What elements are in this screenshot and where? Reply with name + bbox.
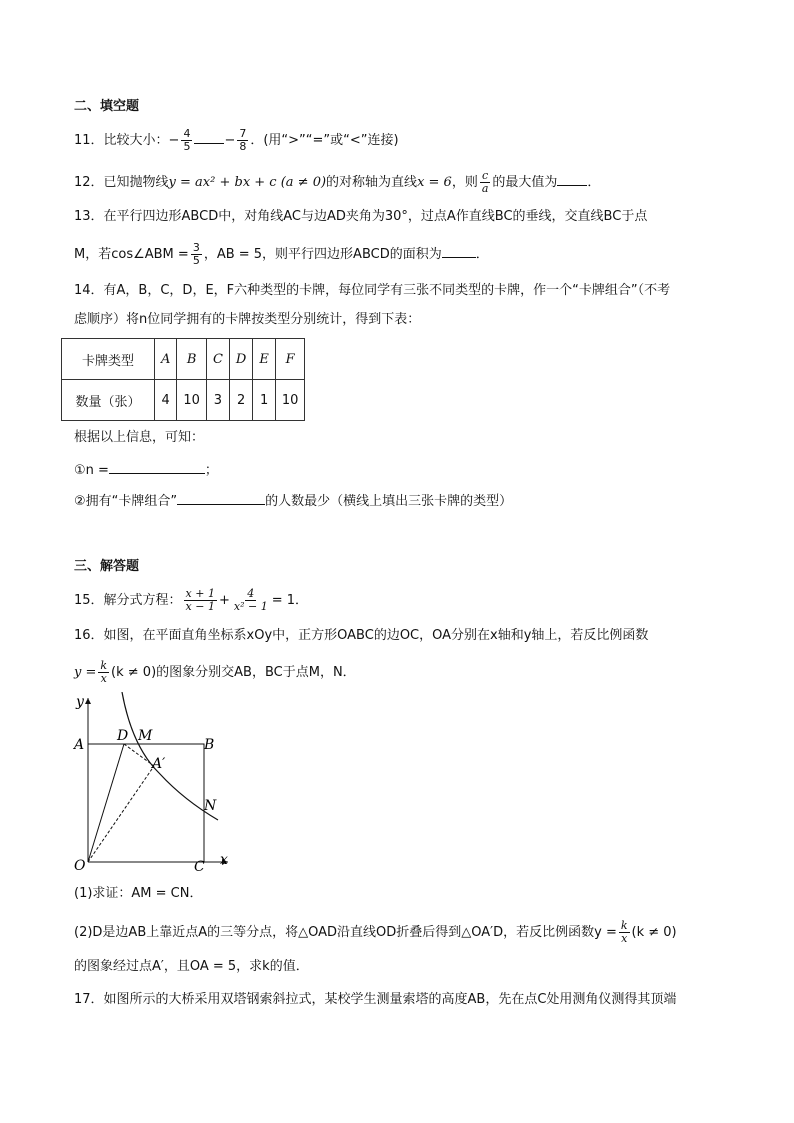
label-m: M xyxy=(138,728,153,744)
question-16-part-2-line-1 xyxy=(74,920,677,945)
q15-fraction-1: $\frac{x + 1}{x - 1}$ xyxy=(185,587,215,613)
question-16-line-2 xyxy=(74,660,356,685)
question-14-sub-2 xyxy=(74,490,512,512)
label-a-prime: A′ xyxy=(152,756,166,772)
q13-text-2: ，AB = 5，则平行四边形ABCD的面积为 xyxy=(203,247,442,262)
q14-s2-text-2: 的人数最少（横线上填出三张卡牌的类型） xyxy=(265,494,513,509)
label-a: A xyxy=(74,737,85,753)
question-15 xyxy=(74,588,308,613)
table-cell: 卡牌类型 xyxy=(62,339,155,380)
question-17-line-1: 17．如图所示的大桥采用双塔钢索斜拉式，某校学生测量索塔的高度AB，先在点C处用测角仪测得其顶端 xyxy=(74,992,677,1007)
q15-end: = 1． xyxy=(271,593,308,608)
q11-fraction-1: $\frac{4}{5}$ xyxy=(183,127,191,153)
q13-answer-blank[interactable] xyxy=(442,243,476,258)
question-13-line-1: 13．在平行四边形ABCD中，对角线AC与边AD夹角为30°，过点A作直线BC的垂线，交直线BC于点 xyxy=(74,209,648,224)
q11-answer-blank[interactable] xyxy=(194,129,224,144)
q16-p2-text: (2)D是边AB上靠近点A的三等分点，将△OAD沿直线OD折叠后得到△OA′D，若反比例函数y = xyxy=(74,925,617,940)
q12-text-4: 的最大值为 xyxy=(492,175,558,190)
q14-s1-answer-blank[interactable] xyxy=(109,459,205,474)
q11-instruction: ．(用“>”“=”或“<”连接) xyxy=(250,133,399,148)
q12-parabola-equation: y = ax² + bx + c (a ≠ 0) xyxy=(168,175,327,190)
table-cell: F xyxy=(275,339,305,380)
q16-function-lhs: y = xyxy=(74,665,97,680)
q11-minus: − xyxy=(224,133,236,148)
question-16-line-1: 16．如图，在平面直角坐标系xOy中，正方形OABC的边OC，OA分别在x轴和y轴上，若反比例函数 xyxy=(74,628,649,643)
label-b: B xyxy=(204,737,215,753)
question-12 xyxy=(74,170,600,195)
q16-p2-condition: (k ≠ 0) xyxy=(631,925,677,940)
question-16-part-2-line-2: 的图象经过点A′，且OA = 5，求k的值． xyxy=(74,959,309,974)
q11-fraction-2: $\frac{7}{8}$ xyxy=(239,127,247,153)
table-cell: A xyxy=(155,339,177,380)
question-14-line-1: 14．有A，B，C，D，E，F六种类型的卡牌，每位同学有三张不同类型的卡牌，作一个“卡牌组合”（不考 xyxy=(74,283,671,298)
q14-s2-text: ②拥有“卡牌组合” xyxy=(74,494,178,509)
q13-end: ． xyxy=(475,247,489,262)
question-13-line-2 xyxy=(74,242,489,267)
segment-od xyxy=(88,744,124,862)
square-oabc xyxy=(88,744,204,862)
q14-s2-answer-blank[interactable] xyxy=(177,490,265,505)
card-count-table xyxy=(61,338,305,421)
question-16-part-1: (1)求证：AM = CN． xyxy=(74,886,203,901)
label-n: N xyxy=(204,798,217,814)
q14-s1-end: ； xyxy=(204,463,218,478)
segment-oa-prime xyxy=(88,766,154,862)
q12-fraction: $\frac{c}{a}$ xyxy=(481,169,489,195)
label-d: D xyxy=(117,728,129,744)
q12-end: ． xyxy=(587,175,601,190)
question-14-after: 根据以上信息，可知： xyxy=(74,430,205,445)
table-cell: 2 xyxy=(229,380,252,421)
segment-da-prime xyxy=(124,744,154,766)
label-y: y xyxy=(76,694,84,710)
question-11 xyxy=(74,128,399,153)
table-row xyxy=(62,380,305,421)
question-14-line-2: 虑顺序）将n位同学拥有的卡牌按类型分别统计，得到下表： xyxy=(74,312,421,327)
table-cell: E xyxy=(253,339,276,380)
section-title-solve: 三、解答题 xyxy=(74,559,140,574)
table-cell: 10 xyxy=(275,380,305,421)
label-o: O xyxy=(74,858,86,872)
label-x: x xyxy=(220,852,228,868)
label-c: C xyxy=(194,859,205,872)
q12-text-3: ，则 xyxy=(451,175,478,190)
q15-text: 15．解分式方程： xyxy=(74,593,182,608)
q12-axis: x = 6 xyxy=(417,175,452,190)
table-cell: B xyxy=(177,339,207,380)
q16-p2-fraction: $\frac{k}{x}$ xyxy=(620,919,628,945)
q16-text: (k ≠ 0)的图象分别交AB，BC于点M，N． xyxy=(111,665,356,680)
table-cell: 4 xyxy=(155,380,177,421)
table-cell: C xyxy=(206,339,229,380)
q12-text-2: 的对称轴为直线 xyxy=(326,175,418,190)
table-cell: D xyxy=(229,339,252,380)
q13-text: M，若cos∠ABM = xyxy=(74,247,189,262)
table-header-row xyxy=(62,339,305,380)
q13-fraction: $\frac{3}{5}$ xyxy=(192,241,200,267)
table-cell: 1 xyxy=(253,380,276,421)
section-title-fill-in: 二、填空题 xyxy=(74,99,140,114)
table-cell: 3 xyxy=(206,380,229,421)
coordinate-figure xyxy=(66,692,236,872)
table-cell: 数量（张） xyxy=(62,380,155,421)
q15-plus: + xyxy=(218,593,230,608)
q12-text: 12．已知抛物线 xyxy=(74,175,169,190)
question-14-sub-1 xyxy=(74,459,218,481)
q12-answer-blank[interactable] xyxy=(557,171,587,186)
q15-fraction-2: $\frac{4}{\text{x² − 1}}$ xyxy=(233,587,268,613)
table-cell: 10 xyxy=(177,380,207,421)
q14-s1-text: ①n = xyxy=(74,463,109,478)
q11-text: 11．比较大小：− xyxy=(74,133,180,148)
q16-fraction: $\frac{k}{x}$ xyxy=(100,659,108,685)
